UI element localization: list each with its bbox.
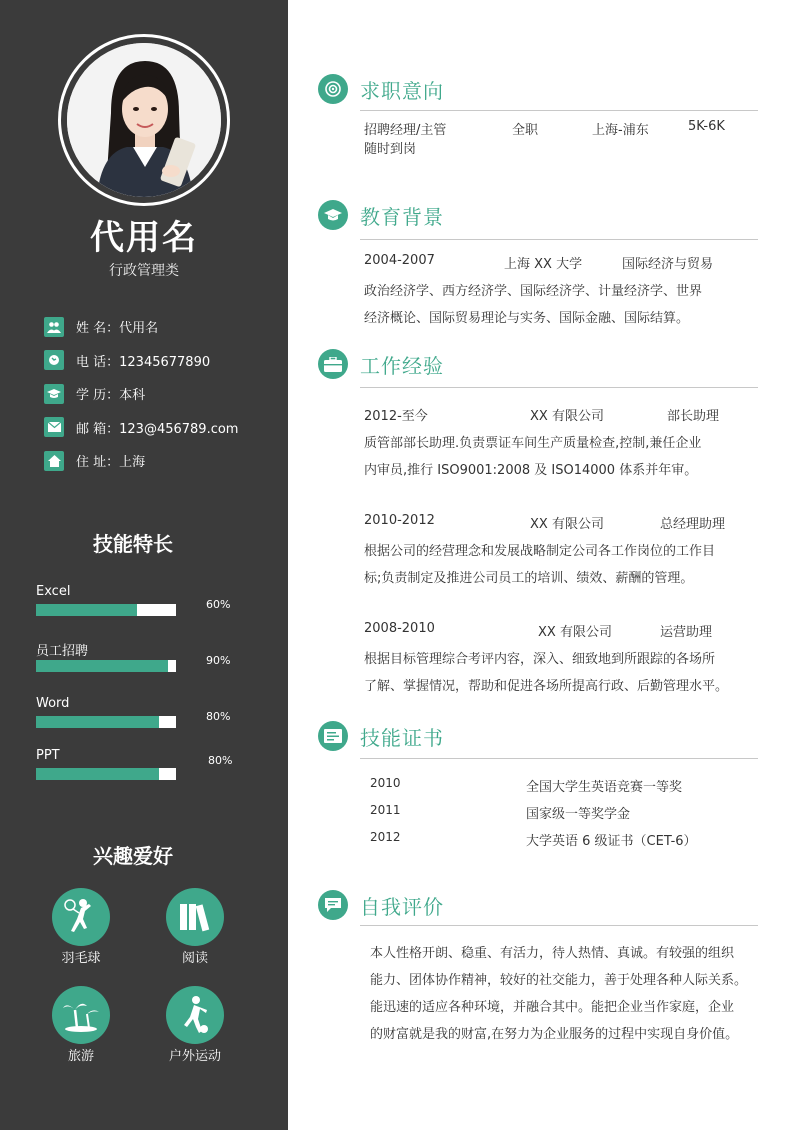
skill-bar bbox=[36, 716, 176, 728]
job-company: XX 有限公司 bbox=[530, 409, 604, 424]
skill-word bbox=[36, 696, 246, 723]
info-phone-text: 电 话：12345677890 bbox=[76, 354, 211, 370]
section-education-header bbox=[318, 200, 444, 230]
books-icon bbox=[166, 888, 224, 946]
mail-icon bbox=[44, 417, 64, 437]
cert-name: 大学英语 6 级证书（CET-6） bbox=[526, 834, 697, 849]
section-certs-header bbox=[318, 721, 444, 751]
skills-title: 技能特长 bbox=[93, 532, 173, 556]
graduation-cap-icon bbox=[318, 200, 348, 230]
phone-icon bbox=[44, 350, 64, 370]
profile-photo bbox=[67, 43, 221, 197]
hobby-label: 旅游 bbox=[67, 1049, 94, 1064]
self-eval-line3: 能迅速的适应各种环境，并融合其中。能把企业当作家庭，企业 bbox=[370, 1000, 735, 1015]
sidebar bbox=[0, 0, 288, 1130]
info-edu-row bbox=[44, 377, 238, 411]
section-intent-header bbox=[318, 74, 444, 104]
divider bbox=[360, 758, 758, 759]
skill-bar-fill bbox=[36, 604, 137, 616]
divider bbox=[360, 110, 758, 111]
section-self-eval-header bbox=[318, 890, 444, 920]
skill-label: PPT bbox=[36, 748, 60, 763]
hobby-reading bbox=[155, 888, 235, 967]
section-work-title: 工作经验 bbox=[360, 353, 444, 378]
info-name-row bbox=[44, 310, 238, 344]
job-role: 运营助理 bbox=[660, 625, 713, 640]
info-email-row bbox=[44, 411, 238, 445]
skill-excel bbox=[36, 584, 246, 611]
info-email-text: 邮 箱：123@456789.com bbox=[76, 421, 239, 437]
skill-ppt bbox=[36, 748, 246, 766]
cert-name: 国家级一等奖学金 bbox=[526, 807, 631, 822]
edu-school: 上海 XX 大学 bbox=[504, 257, 583, 272]
section-work-header bbox=[318, 349, 444, 379]
skill-label: Excel bbox=[36, 584, 71, 599]
profile-title: 行政管理类 bbox=[109, 263, 179, 279]
cert-name: 全国大学生英语竞赛一等奖 bbox=[526, 780, 683, 795]
self-eval-line1: 本人性格开朗、稳重、有活力，待人热情、真诚。有较强的组织 bbox=[370, 946, 735, 961]
hobby-label: 羽毛球 bbox=[61, 951, 101, 966]
home-icon bbox=[44, 451, 64, 471]
intent-salary: 5K-6K bbox=[688, 119, 725, 134]
badminton-icon bbox=[52, 888, 110, 946]
job-role: 总经理助理 bbox=[660, 517, 726, 532]
cert-year: 2011 bbox=[370, 803, 401, 817]
job-period: 2012-至今 bbox=[364, 409, 428, 424]
info-addr-text: 住 址：上海 bbox=[76, 455, 146, 471]
skill-label: Word bbox=[36, 696, 70, 711]
job-desc-line1: 根据公司的经营理念和发展战略制定公司各工作岗位的工作目 bbox=[364, 544, 716, 559]
graduation-cap-icon bbox=[44, 384, 64, 404]
divider bbox=[360, 239, 758, 240]
job-period: 2010-2012 bbox=[364, 513, 435, 528]
edu-courses-line2: 经济概论、国际贸易理论与实务、国际金融、国际结算。 bbox=[364, 311, 690, 326]
hobbies-title: 兴趣爱好 bbox=[93, 844, 173, 868]
section-certs-title: 技能证书 bbox=[360, 725, 444, 750]
edu-major: 国际经济与贸易 bbox=[622, 257, 714, 272]
info-edu-text: 学 历：本科 bbox=[76, 388, 146, 404]
cert-year: 2012 bbox=[370, 830, 401, 844]
job-role: 部长助理 bbox=[667, 409, 720, 424]
hobby-outdoor bbox=[155, 986, 235, 1065]
job-company: XX 有限公司 bbox=[530, 517, 604, 532]
section-education-title: 教育背景 bbox=[360, 204, 444, 229]
skill-percent: 60% bbox=[206, 598, 231, 611]
job-period: 2008-2010 bbox=[364, 621, 435, 636]
section-self-eval-title: 自我评价 bbox=[360, 894, 444, 919]
palm-tree-icon bbox=[52, 986, 110, 1044]
intent-availability: 随时到岗 bbox=[364, 142, 417, 157]
hobby-label: 户外运动 bbox=[169, 1049, 222, 1064]
skill-percent: 90% bbox=[206, 654, 231, 667]
skill-bar bbox=[36, 604, 176, 616]
divider bbox=[360, 925, 758, 926]
skill-percent: 80% bbox=[206, 710, 231, 723]
self-eval-line4: 的财富就是我的财富,在努力为企业服务的过程中实现自身价值。 bbox=[370, 1027, 739, 1042]
job-desc-line2: 标;负责制定及推进公司员工的培训、绩效、薪酬的管理。 bbox=[364, 571, 694, 586]
edu-courses-line1: 政治经济学、西方经济学、国际经济学、计量经济学、世界 bbox=[364, 284, 703, 299]
profile-photo-frame bbox=[58, 34, 230, 206]
edu-period: 2004-2007 bbox=[364, 253, 435, 268]
soccer-icon bbox=[166, 986, 224, 1044]
briefcase-icon bbox=[318, 349, 348, 379]
self-eval-line2: 能力、团体协作精神，较好的社交能力，善于处理各种人际关系。 bbox=[370, 973, 748, 988]
cert-year: 2010 bbox=[370, 776, 401, 790]
hobby-travel bbox=[41, 986, 121, 1065]
skill-bar-fill bbox=[36, 768, 159, 780]
profile-name: 代用名 bbox=[90, 218, 198, 258]
intent-type: 全职 bbox=[512, 123, 539, 138]
skill-percent: 80% bbox=[208, 754, 233, 767]
skill-label: 员工招聘 bbox=[36, 644, 89, 659]
job-desc-line1: 质管部部长助理.负责票证车间生产质量检查,控制,兼任企业 bbox=[364, 436, 702, 451]
hobby-badminton bbox=[41, 888, 121, 967]
skill-bar-fill bbox=[36, 660, 168, 672]
skill-bar bbox=[36, 768, 176, 780]
job-desc-line1: 根据目标管理综合考评内容，深入、细致地到所跟踪的各场所 bbox=[364, 652, 716, 667]
intent-location: 上海-浦东 bbox=[592, 123, 649, 138]
info-addr-row bbox=[44, 444, 238, 478]
job-desc-line2: 了解、掌握情况，帮助和促进各场所提高行政、后勤管理水平。 bbox=[364, 679, 729, 694]
job-desc-line2: 内审员,推行 ISO9001:2008 及 ISO14000 体系并年审。 bbox=[364, 463, 698, 478]
certificate-icon bbox=[318, 721, 348, 751]
contact-info bbox=[44, 310, 238, 478]
job-company: XX 有限公司 bbox=[538, 625, 612, 640]
skill-bar bbox=[36, 660, 176, 672]
skill-bar-fill bbox=[36, 716, 159, 728]
intent-position: 招聘经理/主管 bbox=[364, 123, 447, 138]
info-name-text: 姓 名：代用名 bbox=[76, 321, 159, 337]
hobby-label: 阅读 bbox=[181, 951, 208, 966]
info-phone-row bbox=[44, 344, 238, 378]
skill-recruiting bbox=[36, 640, 246, 667]
target-icon bbox=[318, 74, 348, 104]
divider bbox=[360, 387, 758, 388]
comment-icon bbox=[318, 890, 348, 920]
section-intent-title: 求职意向 bbox=[360, 78, 444, 103]
person-icon bbox=[44, 317, 64, 337]
